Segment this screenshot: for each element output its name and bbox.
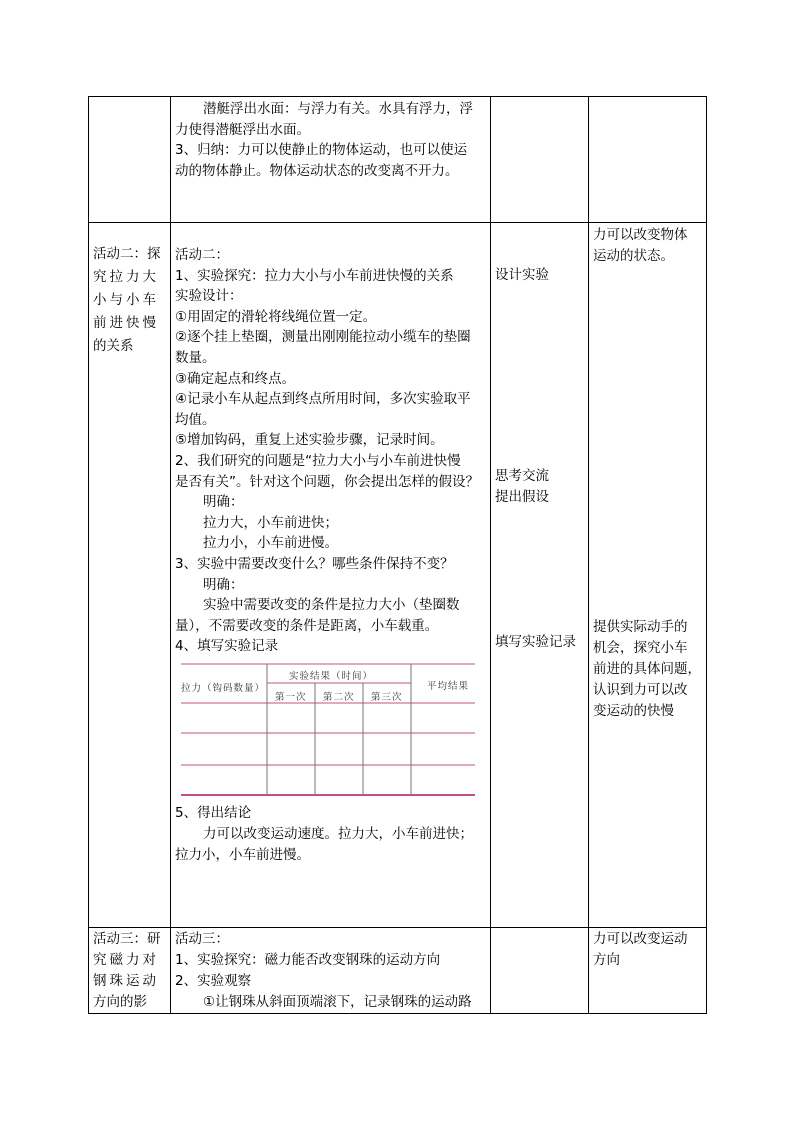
activity-title-line: 的关系 (93, 338, 134, 354)
activity-title-line: 活动二：探 (93, 246, 161, 262)
table-row (89, 223, 707, 928)
activity-cell (89, 97, 171, 223)
design-intent-cell (589, 97, 707, 223)
text-line: 实验设计： (175, 288, 243, 305)
intent-line: 力可以改变物体 (593, 227, 688, 243)
activity-title-line: 方向的影 (93, 994, 147, 1010)
text-line: ②逐个挂上垫圈，测量出刚刚能拉动小缆车的垫圈 (175, 329, 471, 346)
text-line: ⑤增加钩码，重复上述实验步骤，记录时间。 (175, 432, 444, 449)
text-line: 拉力小，小车前进慢。 (175, 846, 310, 863)
intent-line: 力可以改变运动 (593, 931, 688, 947)
text-line: 5、得出结论 (175, 804, 252, 821)
text-line: 3、实验中需要改变什么？哪些条件保持不变？ (175, 555, 454, 572)
student-activity-design: 设计实验 (495, 267, 549, 283)
activity-title-line: 究磁力对 (93, 952, 159, 968)
record-col-result: 实验结果（时间） (289, 670, 374, 682)
record-col-trial-2: 第二次 (323, 691, 355, 703)
text-line: 活动三： (175, 931, 229, 947)
student-activity-cell (491, 223, 589, 928)
text-line: 1、实验探究：磁力能否改变钢珠的运动方向 (175, 952, 441, 968)
text-line: 2、我们研究的问题是“拉力大小与小车前进快慢 (175, 452, 461, 469)
activity-title-line: 钢珠运动 (93, 973, 159, 989)
student-activity-record: 填写实验记录 (495, 633, 576, 650)
content-block (175, 929, 486, 1013)
student-activity-cell (491, 928, 589, 1014)
activity-cell (89, 928, 171, 1014)
text-line: 4、填写实验记录 (175, 638, 279, 655)
text-line: 实验中需要改变的条件是拉力大小（垫圈数 (203, 597, 460, 614)
text-line: 是否有关”。针对这个问题，你会提出怎样的假设？ (175, 473, 479, 490)
text-line: 量），不需要改变的条件是距离，小车载重。 (175, 617, 439, 634)
activity-title-line: 小与小车 (93, 292, 159, 308)
content-block (175, 245, 486, 657)
text-line: 活动二： (175, 247, 229, 263)
intent-line: 机会，探究小车 (593, 640, 688, 656)
intent-line: 认识到力可以改 (593, 682, 688, 698)
activity-title-line: 前进快慢 (93, 315, 159, 331)
text-line: 2、实验观察 (175, 973, 252, 989)
content-cell (171, 97, 491, 223)
activity-title-line: 活动三：研 (93, 931, 161, 947)
student-activity-hypothesis: 提出假设 (495, 488, 549, 505)
text-line: 动的物体静止。物体运动状态的改变离不开力。 (175, 162, 459, 179)
activity-title-line: 究拉力大 (93, 269, 159, 285)
record-col-trial-1: 第一次 (275, 691, 307, 703)
record-col-average: 平均结果 (427, 680, 470, 692)
text-line: 明确： (203, 494, 244, 511)
design-intent-cell (589, 223, 707, 928)
student-activity-discuss: 思考交流 (495, 467, 549, 484)
text-line: ①用固定的滑轮将线绳位置一定。 (175, 308, 377, 325)
text-line: 力使得潜艇浮出水面。 (175, 121, 310, 138)
table-row (89, 97, 707, 223)
text-line: 明确： (203, 576, 244, 593)
intent-line: 方向 (593, 952, 620, 968)
activity-cell (89, 223, 171, 928)
intent-line: 运动的状态。 (593, 248, 674, 264)
record-col-trial-3: 第三次 (371, 691, 403, 703)
table-row (89, 928, 707, 1014)
text-line: 均值。 (175, 411, 216, 428)
content-cell (171, 223, 491, 928)
text-line: ④记录小车从起点到终点所用时间，多次实验取平 (175, 391, 471, 408)
content-block (175, 803, 486, 866)
text-line: ①让钢珠从斜面顶端滚下，记录钢珠的运动路 (203, 994, 472, 1010)
intent-line: 前进的具体问题， (593, 661, 701, 677)
lesson-plan-table (88, 96, 707, 1014)
student-activity-cell (491, 97, 589, 223)
text-line: ③确定起点和终点。 (175, 370, 296, 387)
intent-line: 提供实际动手的 (593, 619, 688, 635)
text-line: 拉力小，小车前进慢。 (203, 535, 338, 552)
intent-line: 变运动的快慢 (593, 703, 674, 719)
text-line: 力可以改变运动速度。拉力大，小车前进快； (203, 825, 473, 842)
experiment-record-table (179, 661, 477, 801)
record-col-force: 拉力（钩码数量） (181, 682, 266, 694)
text-line: 数量。 (175, 349, 216, 366)
design-intent-cell (589, 928, 707, 1014)
text-line: 拉力大，小车前进快； (203, 514, 338, 531)
text-line: 3、归纳：力可以使静止的物体运动，也可以使运 (175, 142, 468, 158)
content-cell (171, 928, 491, 1014)
text-line: 1、实验探究：拉力大小与小车前进快慢的关系 (175, 267, 454, 284)
text-line: 潜艇浮出水面：与浮力有关。水具有浮力，浮 (203, 101, 473, 117)
